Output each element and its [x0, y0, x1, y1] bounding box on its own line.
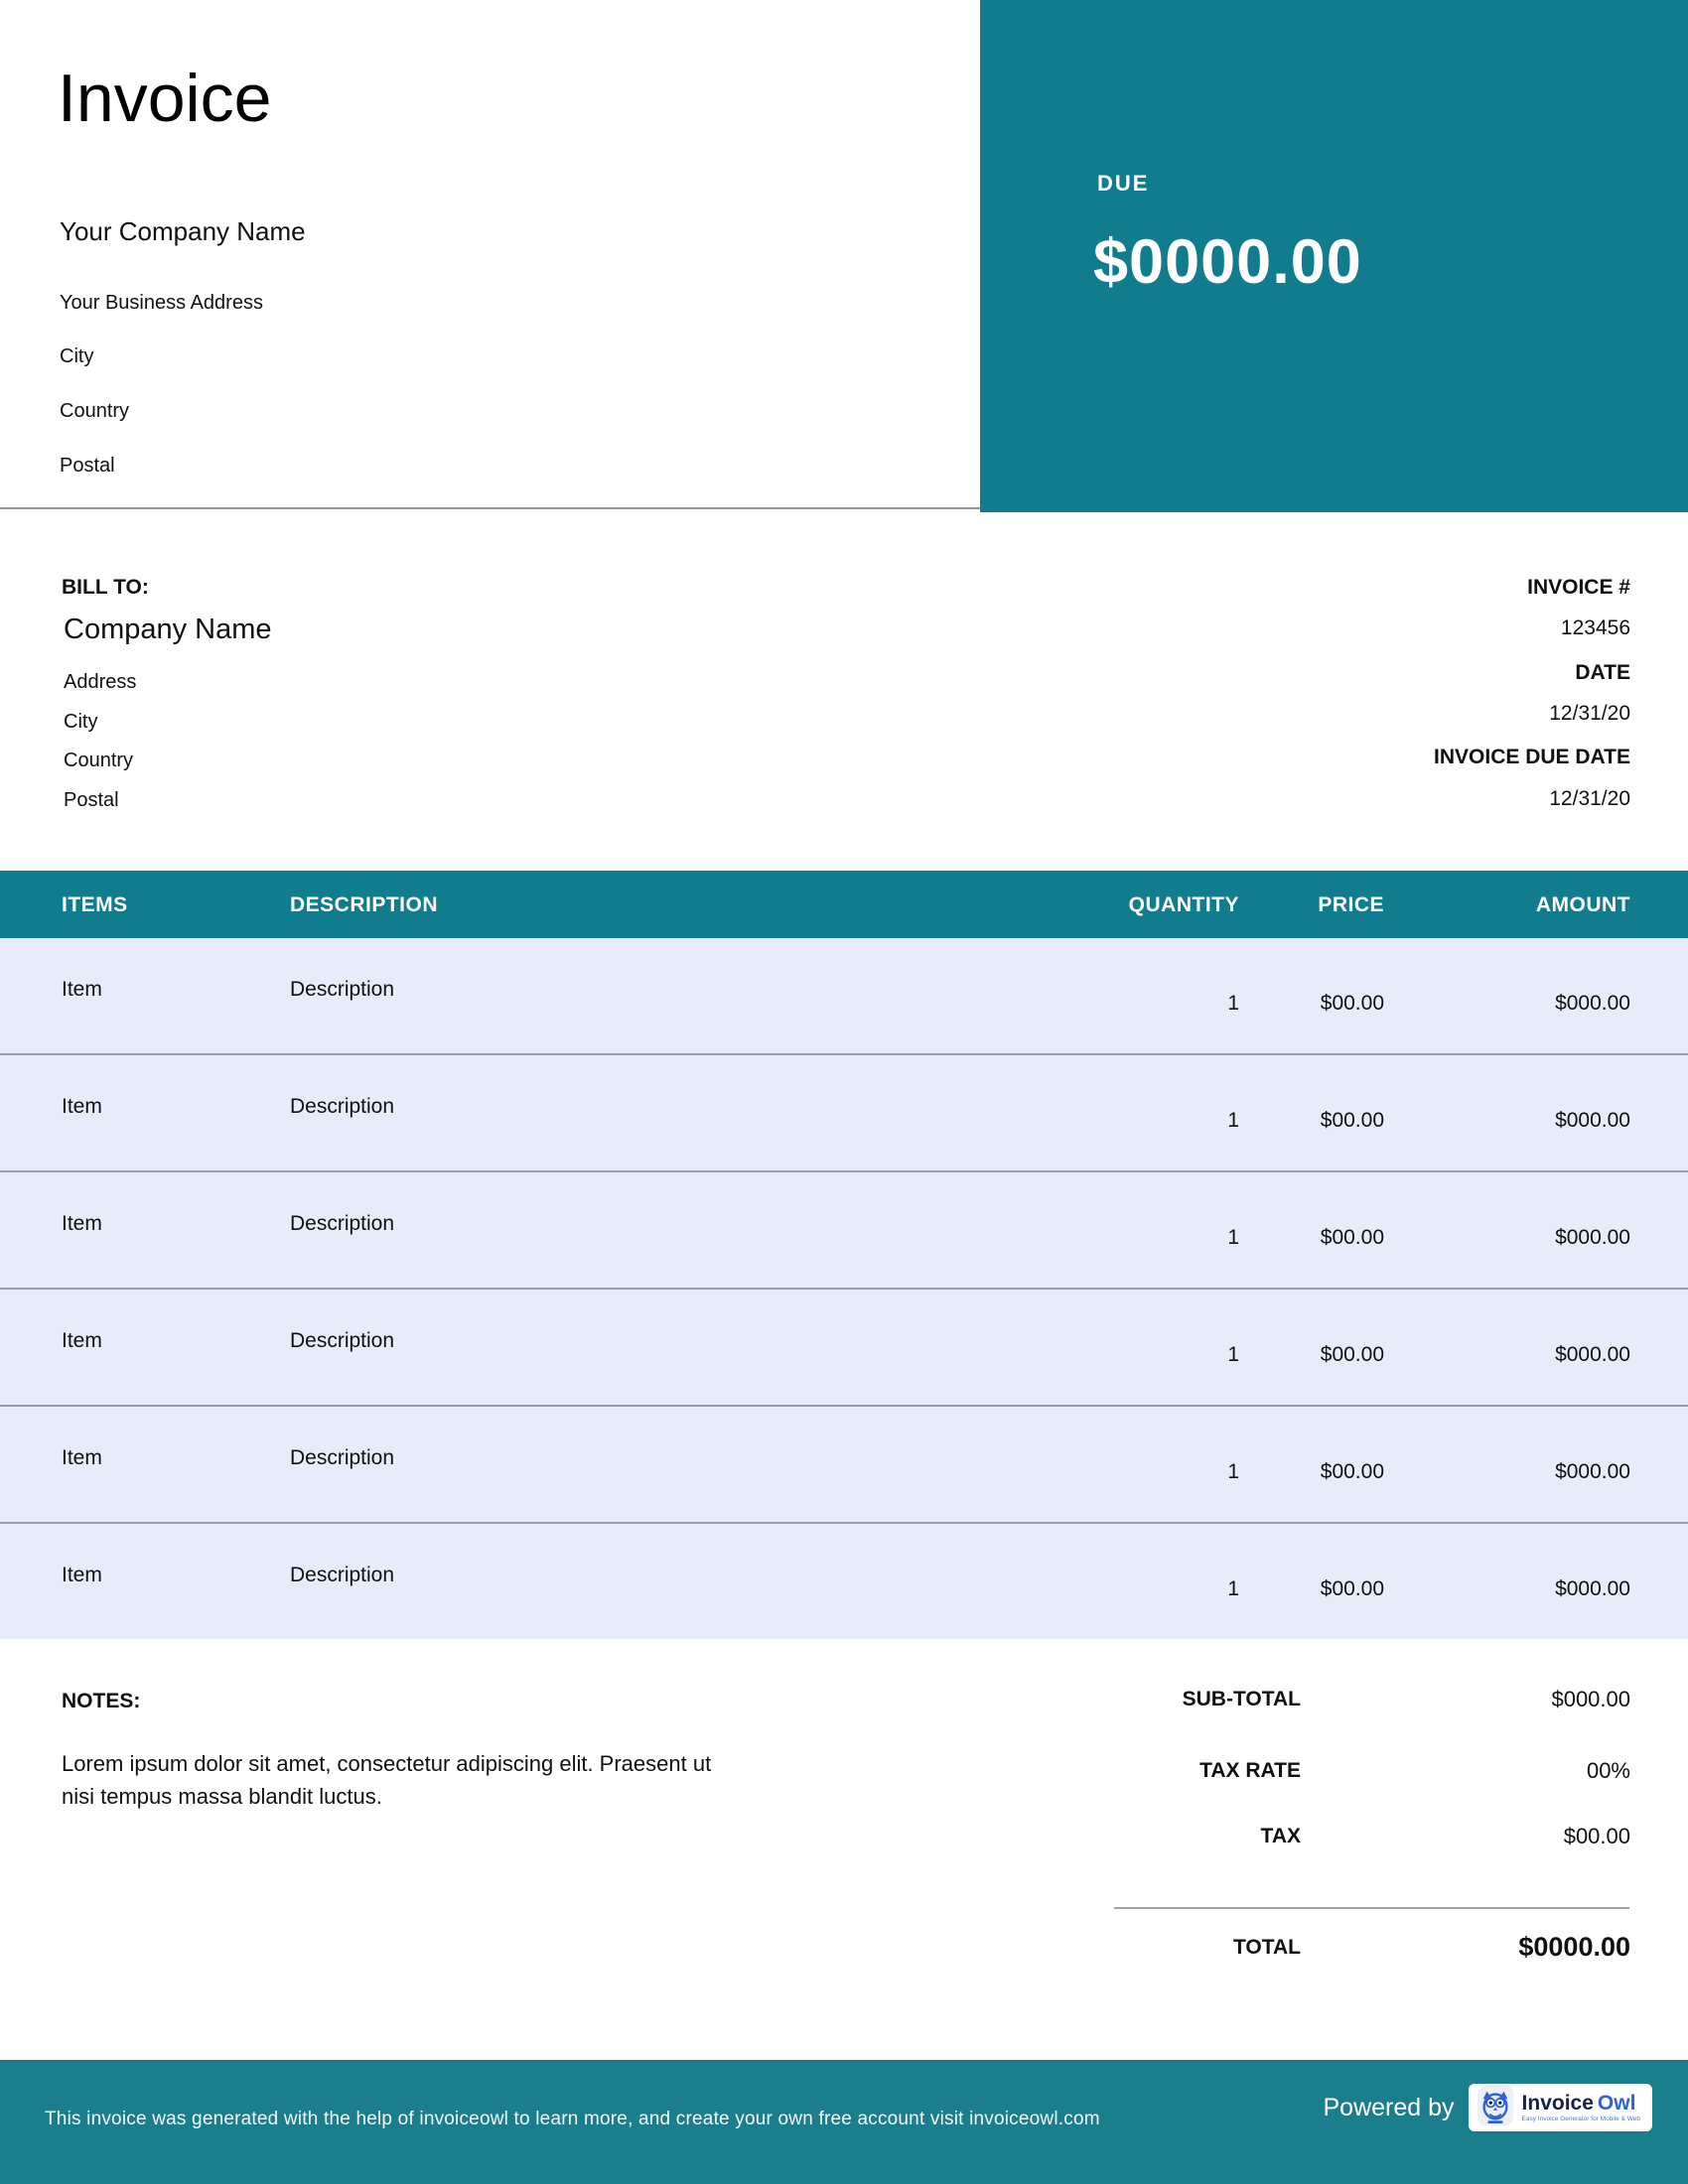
row-amount: $000.00 [1555, 1109, 1630, 1132]
row-price: $00.00 [1320, 1343, 1384, 1366]
bill-to-address: Address [64, 671, 137, 693]
logo-tagline: Easy Invoice Generator for Mobile & Web [1521, 2115, 1640, 2122]
table-row [0, 1053, 1688, 1170]
tax-label: TAX [1260, 1825, 1301, 1847]
subtotal-value: $000.00 [1551, 1687, 1630, 1711]
row-quantity: 1 [1227, 1460, 1239, 1483]
logo-name-owl: Owl [1597, 2091, 1636, 2115]
row-quantity: 1 [1227, 1577, 1239, 1600]
column-header-quantity: QUANTITY [1128, 893, 1239, 916]
invoice-due-date-value: 12/31/20 [1549, 787, 1630, 810]
seller-company-name: Your Company Name [60, 216, 306, 246]
row-description: Description [290, 1564, 395, 1586]
notes-label: NOTES: [62, 1690, 141, 1712]
row-quantity: 1 [1227, 1226, 1239, 1249]
row-item: Item [62, 1329, 102, 1352]
row-amount: $000.00 [1555, 992, 1630, 1015]
column-header-items: ITEMS [62, 893, 128, 916]
tax-rate-value: 00% [1586, 1758, 1630, 1783]
row-amount: $000.00 [1555, 1577, 1630, 1600]
items-table-header [0, 871, 1688, 938]
row-item: Item [62, 1446, 102, 1469]
table-row [0, 1170, 1688, 1288]
footer-bar [0, 2060, 1688, 2184]
row-description: Description [290, 1329, 395, 1352]
invoice-due-date-label: INVOICE DUE DATE [1434, 746, 1630, 768]
row-price: $00.00 [1320, 1226, 1384, 1249]
total-value: $0000.00 [1518, 1932, 1630, 1962]
row-quantity: 1 [1227, 1343, 1239, 1366]
row-item: Item [62, 1564, 102, 1586]
due-amount-box [980, 0, 1688, 512]
tax-value: $00.00 [1563, 1824, 1630, 1848]
row-amount: $000.00 [1555, 1226, 1630, 1249]
footer-generated-text: This invoice was generated with the help of invoiceowl to learn more, and create your own free account visit invoiceowl.com [45, 2109, 1100, 2129]
column-header-description: DESCRIPTION [290, 893, 439, 916]
notes-text: Lorem ipsum dolor sit amet, consectetur adipiscing elit. Praesent ut nisi tempus massa blandit luctus. [62, 1751, 712, 1809]
page-title: Invoice [58, 61, 272, 136]
due-amount: $0000.00 [1093, 227, 1362, 297]
table-row [0, 1405, 1688, 1522]
row-quantity: 1 [1227, 992, 1239, 1015]
bill-to-label: BILL TO: [62, 576, 149, 599]
row-item: Item [62, 1095, 102, 1118]
row-description: Description [290, 1212, 395, 1235]
tax-rate-label: TAX RATE [1199, 1759, 1301, 1782]
column-header-price: PRICE [1318, 893, 1384, 916]
powered-by-section [1324, 2084, 1653, 2131]
invoice-date-value: 12/31/20 [1549, 702, 1630, 725]
row-price: $00.00 [1320, 992, 1384, 1015]
invoice-number-label: INVOICE # [1527, 576, 1630, 599]
row-description: Description [290, 1446, 395, 1469]
invoice-number-value: 123456 [1560, 616, 1630, 639]
due-label: DUE [1097, 171, 1150, 196]
logo-text [1522, 2093, 1640, 2123]
row-quantity: 1 [1227, 1109, 1239, 1132]
items-table-body [0, 938, 1688, 1639]
seller-country: Country [60, 400, 130, 422]
table-row [0, 1288, 1688, 1405]
row-item: Item [62, 1212, 102, 1235]
seller-city: City [60, 345, 94, 367]
total-label: TOTAL [1232, 1936, 1301, 1959]
row-description: Description [290, 1095, 395, 1118]
row-amount: $000.00 [1555, 1460, 1630, 1483]
invoice-date-label: DATE [1575, 661, 1630, 684]
table-row [0, 1522, 1688, 1639]
bill-to-city: City [64, 711, 98, 733]
row-price: $00.00 [1320, 1109, 1384, 1132]
bill-to-postal: Postal [64, 789, 119, 811]
table-row [0, 938, 1688, 1053]
column-header-amount: AMOUNT [1535, 893, 1630, 916]
owl-icon [1477, 2085, 1514, 2131]
powered-by-label: Powered by [1323, 2093, 1455, 2121]
row-price: $00.00 [1320, 1460, 1384, 1483]
invoiceowl-logo[interactable] [1469, 2084, 1652, 2131]
bill-to-country: Country [64, 750, 134, 771]
seller-address: Your Business Address [60, 292, 263, 314]
row-description: Description [290, 978, 395, 1001]
row-amount: $000.00 [1555, 1343, 1630, 1366]
subtotal-label: SUB-TOTAL [1182, 1688, 1301, 1710]
bill-to-company-name: Company Name [64, 614, 272, 645]
row-item: Item [62, 978, 102, 1001]
totals-divider [1114, 1907, 1629, 1909]
logo-name-invoice: Invoice [1521, 2091, 1594, 2115]
row-price: $00.00 [1320, 1577, 1384, 1600]
seller-postal: Postal [60, 455, 115, 477]
